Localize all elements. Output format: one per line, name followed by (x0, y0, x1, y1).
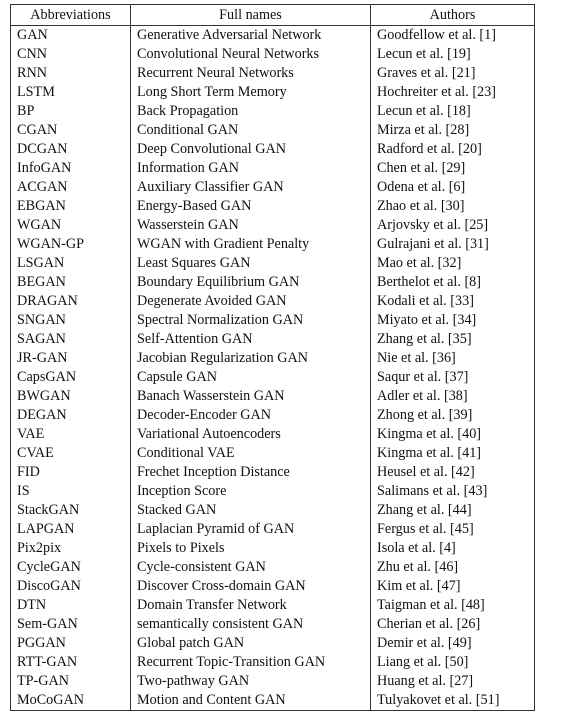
cell-full-name: Global patch GAN (131, 634, 371, 653)
cell-abbreviation: WGAN (11, 216, 131, 235)
cell-author: Isola et al. [4] (371, 539, 535, 558)
cell-author: Fergus et al. [45] (371, 520, 535, 539)
table-row (11, 102, 535, 121)
table-row (11, 45, 535, 64)
table-row (11, 463, 535, 482)
cell-full-name: Information GAN (131, 159, 371, 178)
cell-author: Hochreiter et al. [23] (371, 83, 535, 102)
table-row (11, 254, 535, 273)
cell-author: Heusel et al. [42] (371, 463, 535, 482)
cell-author: Mao et al. [32] (371, 254, 535, 273)
table-row (11, 672, 535, 691)
cell-author: Tulyakovet et al. [51] (371, 691, 535, 711)
cell-author: Adler et al. [38] (371, 387, 535, 406)
cell-author: Zhang et al. [44] (371, 501, 535, 520)
cell-full-name: Discover Cross-domain GAN (131, 577, 371, 596)
table-row (11, 444, 535, 463)
cell-author: Radford et al. [20] (371, 140, 535, 159)
table-row (11, 292, 535, 311)
cell-abbreviation: LSTM (11, 83, 131, 102)
cell-abbreviation: CVAE (11, 444, 131, 463)
cell-author: Zhao et al. [30] (371, 197, 535, 216)
cell-abbreviation: DRAGAN (11, 292, 131, 311)
table-row (11, 83, 535, 102)
cell-full-name: Long Short Term Memory (131, 83, 371, 102)
cell-author: Taigman et al. [48] (371, 596, 535, 615)
table-row (11, 216, 535, 235)
cell-abbreviation: TP-GAN (11, 672, 131, 691)
cell-abbreviation: CGAN (11, 121, 131, 140)
table-row (11, 558, 535, 577)
cell-full-name: Pixels to Pixels (131, 539, 371, 558)
cell-abbreviation: Pix2pix (11, 539, 131, 558)
cell-abbreviation: PGGAN (11, 634, 131, 653)
table-row (11, 235, 535, 254)
cell-author: Mirza et al. [28] (371, 121, 535, 140)
cell-author: Goodfellow et al. [1] (371, 26, 535, 46)
cell-abbreviation: ACGAN (11, 178, 131, 197)
cell-abbreviation: CNN (11, 45, 131, 64)
cell-abbreviation: FID (11, 463, 131, 482)
cell-full-name: Two-pathway GAN (131, 672, 371, 691)
cell-abbreviation: Sem-GAN (11, 615, 131, 634)
table-row (11, 273, 535, 292)
cell-author: Odena et al. [6] (371, 178, 535, 197)
cell-full-name: Back Propagation (131, 102, 371, 121)
table-row (11, 197, 535, 216)
cell-abbreviation: DCGAN (11, 140, 131, 159)
cell-full-name: Banach Wasserstein GAN (131, 387, 371, 406)
table-row (11, 64, 535, 83)
cell-author: Demir et al. [49] (371, 634, 535, 653)
table-row (11, 26, 535, 46)
cell-full-name: Auxiliary Classifier GAN (131, 178, 371, 197)
cell-full-name: Stacked GAN (131, 501, 371, 520)
table-row (11, 349, 535, 368)
cell-author: Chen et al. [29] (371, 159, 535, 178)
cell-full-name: Laplacian Pyramid of GAN (131, 520, 371, 539)
cell-full-name: Least Squares GAN (131, 254, 371, 273)
cell-author: Miyato et al. [34] (371, 311, 535, 330)
header-row (11, 5, 535, 26)
cell-abbreviation: LAPGAN (11, 520, 131, 539)
cell-abbreviation: DEGAN (11, 406, 131, 425)
table-row (11, 311, 535, 330)
cell-full-name: Frechet Inception Distance (131, 463, 371, 482)
cell-author: Zhang et al. [35] (371, 330, 535, 349)
header-full-names: Full names (131, 5, 371, 26)
cell-full-name: Cycle-consistent GAN (131, 558, 371, 577)
cell-abbreviation: EBGAN (11, 197, 131, 216)
table-row (11, 615, 535, 634)
cell-author: Kodali et al. [33] (371, 292, 535, 311)
cell-abbreviation: SNGAN (11, 311, 131, 330)
cell-author: Lecun et al. [19] (371, 45, 535, 64)
cell-author: Graves et al. [21] (371, 64, 535, 83)
cell-abbreviation: RNN (11, 64, 131, 83)
table-row (11, 178, 535, 197)
table-row (11, 653, 535, 672)
cell-full-name: Deep Convolutional GAN (131, 140, 371, 159)
cell-full-name: Capsule GAN (131, 368, 371, 387)
cell-abbreviation: BP (11, 102, 131, 121)
cell-full-name: semantically consistent GAN (131, 615, 371, 634)
cell-full-name: Jacobian Regularization GAN (131, 349, 371, 368)
table-row (11, 577, 535, 596)
cell-full-name: Convolutional Neural Networks (131, 45, 371, 64)
cell-full-name: Recurrent Neural Networks (131, 64, 371, 83)
cell-full-name: Spectral Normalization GAN (131, 311, 371, 330)
cell-abbreviation: IS (11, 482, 131, 501)
table-row (11, 406, 535, 425)
table-row (11, 634, 535, 653)
cell-abbreviation: CapsGAN (11, 368, 131, 387)
cell-abbreviation: SAGAN (11, 330, 131, 349)
table-row (11, 425, 535, 444)
cell-abbreviation: LSGAN (11, 254, 131, 273)
cell-full-name: Decoder-Encoder GAN (131, 406, 371, 425)
cell-author: Lecun et al. [18] (371, 102, 535, 121)
table-row (11, 520, 535, 539)
cell-full-name: WGAN with Gradient Penalty (131, 235, 371, 254)
cell-author: Zhu et al. [46] (371, 558, 535, 577)
cell-abbreviation: VAE (11, 425, 131, 444)
cell-full-name: Self-Attention GAN (131, 330, 371, 349)
cell-author: Gulrajani et al. [31] (371, 235, 535, 254)
cell-full-name: Degenerate Avoided GAN (131, 292, 371, 311)
cell-full-name: Variational Autoencoders (131, 425, 371, 444)
cell-author: Cherian et al. [26] (371, 615, 535, 634)
table-row (11, 387, 535, 406)
header-authors: Authors (371, 5, 535, 26)
cell-abbreviation: InfoGAN (11, 159, 131, 178)
cell-abbreviation: CycleGAN (11, 558, 131, 577)
cell-abbreviation: MoCoGAN (11, 691, 131, 711)
table-row (11, 159, 535, 178)
cell-abbreviation: DiscoGAN (11, 577, 131, 596)
table-row (11, 330, 535, 349)
cell-full-name: Energy-Based GAN (131, 197, 371, 216)
cell-full-name: Wasserstein GAN (131, 216, 371, 235)
cell-full-name: Domain Transfer Network (131, 596, 371, 615)
cell-author: Salimans et al. [43] (371, 482, 535, 501)
cell-abbreviation: JR-GAN (11, 349, 131, 368)
cell-author: Zhong et al. [39] (371, 406, 535, 425)
table-row (11, 501, 535, 520)
cell-author: Huang et al. [27] (371, 672, 535, 691)
cell-full-name: Conditional GAN (131, 121, 371, 140)
table-row (11, 596, 535, 615)
table-row (11, 368, 535, 387)
table-row (11, 140, 535, 159)
cell-abbreviation: BWGAN (11, 387, 131, 406)
cell-abbreviation: RTT-GAN (11, 653, 131, 672)
cell-full-name: Conditional VAE (131, 444, 371, 463)
header-abbreviations: Abbreviations (11, 5, 131, 26)
cell-abbreviation: StackGAN (11, 501, 131, 520)
cell-full-name: Recurrent Topic-Transition GAN (131, 653, 371, 672)
cell-author: Arjovsky et al. [25] (371, 216, 535, 235)
cell-abbreviation: DTN (11, 596, 131, 615)
cell-abbreviation: WGAN-GP (11, 235, 131, 254)
cell-author: Saqur et al. [37] (371, 368, 535, 387)
cell-full-name: Motion and Content GAN (131, 691, 371, 711)
table-row (11, 121, 535, 140)
cell-author: Nie et al. [36] (371, 349, 535, 368)
table-row (11, 482, 535, 501)
cell-abbreviation: GAN (11, 26, 131, 46)
cell-full-name: Boundary Equilibrium GAN (131, 273, 371, 292)
cell-full-name: Generative Adversarial Network (131, 26, 371, 46)
cell-full-name: Inception Score (131, 482, 371, 501)
abbreviations-table (10, 4, 535, 711)
cell-author: Kingma et al. [41] (371, 444, 535, 463)
cell-abbreviation: BEGAN (11, 273, 131, 292)
cell-author: Berthelot et al. [8] (371, 273, 535, 292)
table-body (11, 26, 535, 711)
table-row (11, 691, 535, 711)
table-header (11, 5, 535, 26)
cell-author: Liang et al. [50] (371, 653, 535, 672)
cell-author: Kim et al. [47] (371, 577, 535, 596)
table-row (11, 539, 535, 558)
cell-author: Kingma et al. [40] (371, 425, 535, 444)
